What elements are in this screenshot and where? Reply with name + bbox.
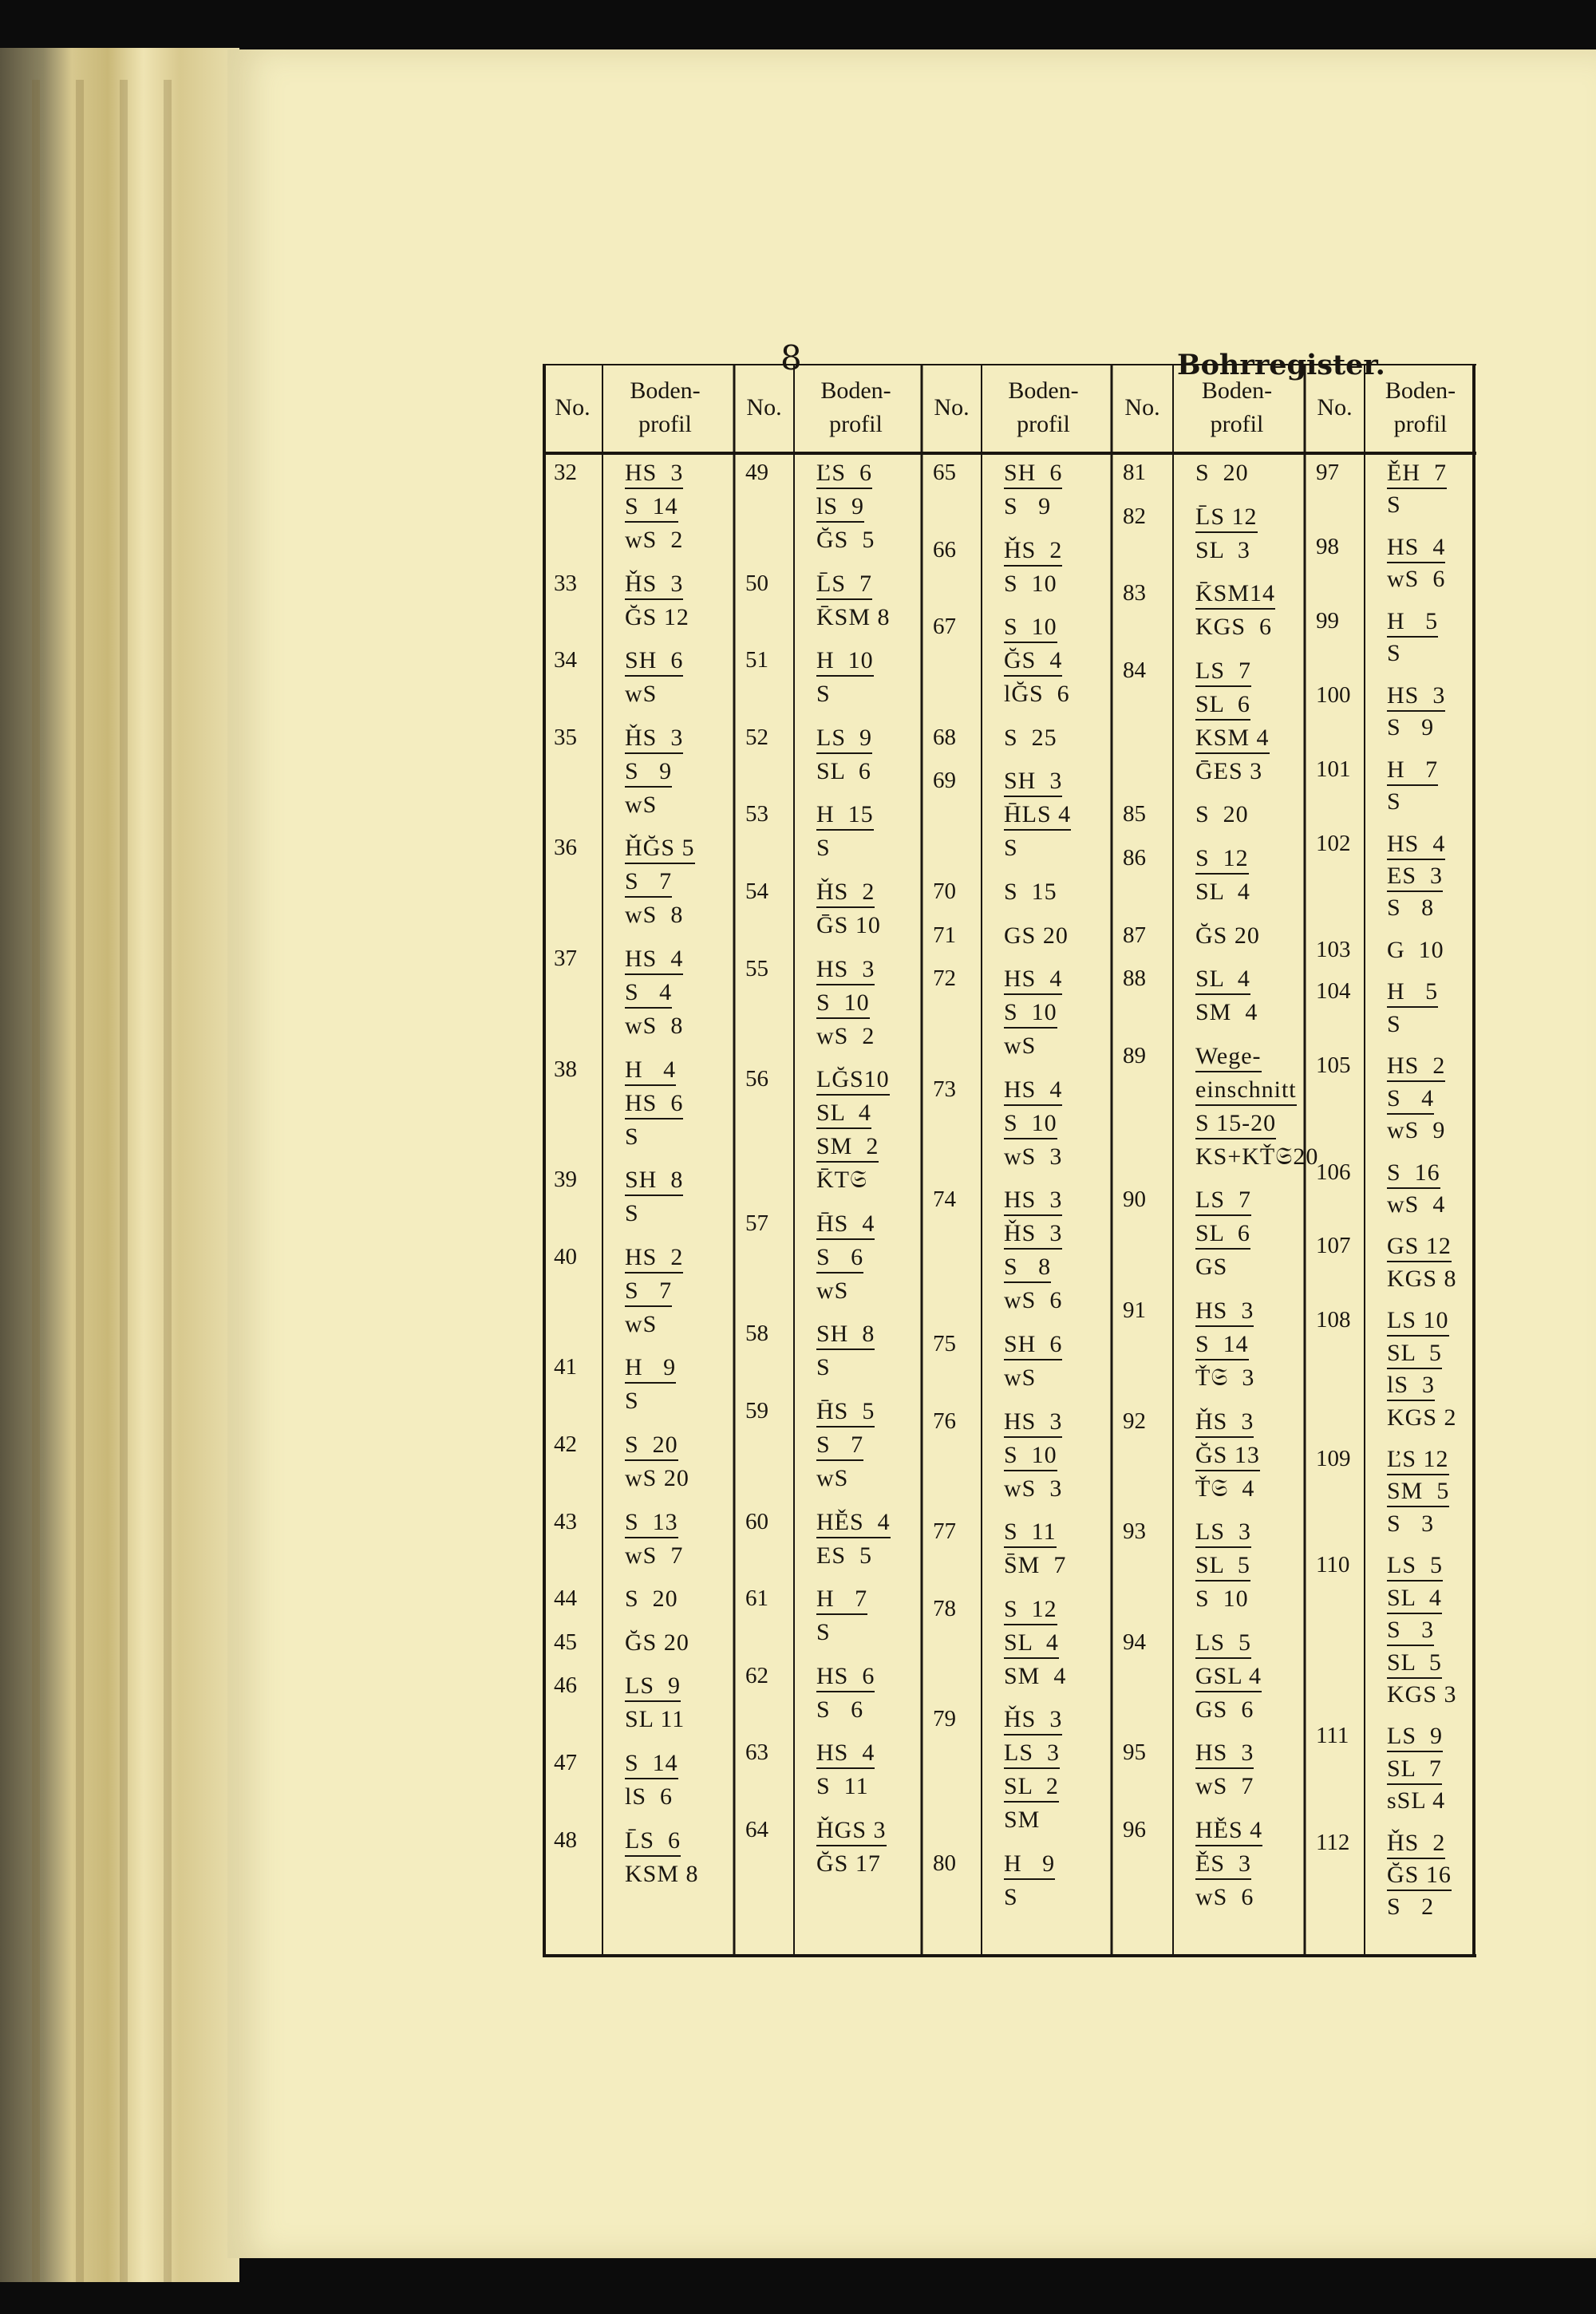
profil-layer: S 11 — [1004, 1518, 1057, 1548]
header-no: No. — [555, 394, 591, 421]
profil-layer: wS — [625, 681, 658, 708]
profil-layer: ȞĞS 5 — [625, 835, 695, 864]
profil-layer: H̄S 4 — [816, 1210, 875, 1240]
profil-layer: S — [1387, 788, 1401, 815]
profil-layer: S 3 — [1387, 1510, 1435, 1537]
header-bodenprofil: Boden- profil — [630, 377, 701, 437]
profil-layer: ĽS 6 — [816, 460, 872, 489]
bohrung-number: 79 — [933, 1706, 956, 1732]
profil-layer: Wege- — [1195, 1043, 1262, 1072]
profil-layer: S 12 — [1004, 1596, 1057, 1625]
profil-layer: wS — [625, 1310, 658, 1337]
profil-layer: ĞS 5 — [816, 527, 875, 553]
profil-layer: H 5 — [1387, 608, 1438, 638]
profil-layer: S 9 — [1387, 714, 1435, 741]
bohrung-number: 37 — [554, 946, 577, 971]
bohrung-number: 93 — [1123, 1518, 1146, 1545]
profil-layer: KGS 2 — [1387, 1404, 1457, 1431]
profil-layer: HĚS 4 — [816, 1509, 891, 1538]
profil-layer: S — [1004, 1884, 1018, 1910]
profil-layer: wS 6 — [1387, 566, 1446, 593]
profil-layer: wS 3 — [1004, 1143, 1063, 1170]
profil-layer: wS 9 — [1387, 1117, 1446, 1144]
bohrung-number: 40 — [554, 1243, 577, 1270]
bohrung-number: 89 — [1123, 1042, 1146, 1068]
profil-layer: wS — [625, 791, 658, 818]
profil-layer: SL 6 — [1195, 691, 1250, 721]
bohrung-number: 103 — [1316, 936, 1351, 962]
profil-layer: S — [816, 835, 831, 862]
profil-layer: S 8 — [1004, 1254, 1051, 1283]
profil-layer: S 16 — [1387, 1159, 1440, 1189]
profil-layer: S — [625, 1200, 639, 1227]
profil-layer: HS 3 — [816, 956, 875, 985]
profil-layer: HS 3 — [625, 460, 683, 489]
profil-layer: GS 12 — [1387, 1233, 1452, 1262]
profil-layer: L̄S 7 — [816, 571, 872, 600]
bohrung-number: 54 — [745, 879, 768, 904]
profil-layer: wS 2 — [625, 527, 684, 553]
profil-layer: ĚS 3 — [1195, 1850, 1251, 1880]
profil-layer: S 12 — [1195, 845, 1249, 875]
bohrung-number: 102 — [1316, 830, 1351, 856]
profil-layer: SM 2 — [816, 1133, 879, 1163]
profil-layer: wS — [1004, 1033, 1037, 1060]
profil-layer: ȞS 3 — [625, 725, 683, 754]
bohrung-number: 95 — [1123, 1739, 1146, 1766]
profil-layer: sSL 4 — [1387, 1787, 1446, 1814]
bohrung-number: 50 — [745, 570, 768, 596]
bohrung-number: 49 — [745, 460, 768, 485]
profil-layer: ȞS 3 — [1004, 1220, 1062, 1250]
profil-layer: S 6 — [816, 1244, 863, 1273]
book-edge — [0, 48, 239, 2282]
profil-layer: wS 3 — [1004, 1475, 1063, 1502]
profil-layer: S 9 — [625, 758, 672, 788]
bohrung-number: 109 — [1316, 1446, 1351, 1472]
profil-layer: S 9 — [1004, 493, 1052, 519]
bohrung-number: 81 — [1123, 460, 1146, 485]
profil-layer: SH 3 — [1004, 768, 1062, 797]
profil-layer: wS 2 — [816, 1022, 875, 1049]
profil-layer: lĞS 6 — [1004, 681, 1070, 708]
profil-layer: S 10 — [1004, 570, 1057, 597]
profil-layer: lS 3 — [1387, 1372, 1435, 1401]
profil-layer: S 6 — [816, 1696, 864, 1723]
bohrung-number: 100 — [1316, 681, 1351, 708]
profil-layer: wS 6 — [1195, 1884, 1254, 1910]
bohrung-number: 86 — [1123, 845, 1146, 871]
profil-layer: H 7 — [816, 1585, 867, 1615]
profil-layer: SH 8 — [625, 1167, 683, 1196]
profil-layer: S — [625, 1388, 639, 1415]
profil-layer: SL 11 — [625, 1706, 685, 1733]
profil-layer: LS 5 — [1387, 1552, 1443, 1581]
profil-layer: S — [816, 1354, 831, 1381]
profil-layer: SM 5 — [1387, 1478, 1449, 1507]
profil-layer: wS 4 — [1387, 1191, 1446, 1218]
profil-layer: H 15 — [816, 801, 874, 831]
profil-layer: SL 6 — [1195, 1220, 1250, 1250]
bohrung-number: 53 — [745, 801, 768, 827]
profil-layer: HS 4 — [1387, 534, 1445, 563]
header-no: No. — [934, 394, 970, 421]
bohrung-number: 57 — [745, 1210, 768, 1236]
profil-layer: Ť𝔖 4 — [1195, 1475, 1255, 1502]
bohrung-number: 64 — [745, 1817, 768, 1842]
profil-layer: HS 4 — [1004, 1076, 1062, 1106]
bohrung-number: 108 — [1316, 1307, 1351, 1333]
profil-layer: S 7 — [625, 868, 672, 898]
profil-layer: ȞS 3 — [1195, 1408, 1254, 1438]
profil-layer: S 14 — [625, 493, 678, 523]
profil-layer: GSL 4 — [1195, 1663, 1262, 1692]
profil-layer: ES 3 — [1387, 863, 1443, 892]
profil-layer: S 10 — [1195, 1585, 1249, 1613]
page-edge — [32, 80, 40, 2282]
profil-layer: SL 7 — [1387, 1755, 1442, 1785]
profil-layer: K̄SM14 — [1195, 580, 1275, 610]
profil-layer: K̄T𝔖 — [816, 1167, 868, 1194]
profil-layer: HS 4 — [1387, 831, 1445, 860]
bohrung-number: 90 — [1123, 1187, 1146, 1213]
profil-layer: SM 4 — [1004, 1662, 1067, 1689]
header-no: No. — [746, 394, 782, 421]
bohrung-number: 42 — [554, 1431, 577, 1457]
profil-layer: HS 3 — [1004, 1408, 1062, 1438]
profil-layer: LS 7 — [1195, 657, 1251, 687]
profil-layer: Ť𝔖 3 — [1195, 1364, 1255, 1391]
profil-layer: ȞS 2 — [1004, 537, 1062, 567]
bohrung-number: 66 — [933, 536, 956, 563]
bohrung-number: 47 — [554, 1750, 577, 1775]
bohrung-number: 52 — [745, 724, 768, 750]
bohrung-number: 94 — [1123, 1629, 1146, 1655]
header-bodenprofil: Boden- profil — [820, 377, 891, 437]
bohrung-number: 71 — [933, 922, 956, 948]
bohrung-number: 112 — [1316, 1829, 1350, 1855]
profil-layer: LS 9 — [1387, 1723, 1443, 1752]
bohrung-number: 48 — [554, 1826, 577, 1853]
profil-layer: GS — [1195, 1254, 1228, 1281]
profil-layer: S — [625, 1123, 639, 1150]
bohrung-number: 44 — [554, 1585, 577, 1612]
profil-layer: ĞS 17 — [816, 1850, 881, 1877]
profil-layer: LS 9 — [816, 725, 872, 754]
profil-layer: HĚS 4 — [1195, 1817, 1262, 1846]
bohrung-number: 97 — [1316, 460, 1339, 485]
profil-layer: S 4 — [625, 979, 672, 1009]
profil-layer: wS — [1004, 1364, 1037, 1391]
bohrung-number: 98 — [1316, 533, 1339, 559]
profil-layer: KGS 8 — [1387, 1265, 1457, 1292]
profil-layer: wS 20 — [625, 1465, 689, 1491]
bohrung-number: 76 — [933, 1408, 956, 1434]
profil-layer: ȞS 3 — [625, 571, 683, 600]
profil-layer: SL 4 — [1195, 879, 1250, 905]
profil-layer: wS 8 — [625, 902, 684, 929]
profil-layer: wS — [816, 1277, 849, 1304]
bohrung-number: 111 — [1316, 1723, 1349, 1749]
profil-layer: KS+KŤ𝔖20 — [1195, 1143, 1319, 1170]
bohrung-number: 41 — [554, 1354, 577, 1380]
profil-layer: ES 5 — [816, 1542, 873, 1569]
profil-layer: SL 2 — [1004, 1773, 1059, 1803]
profil-layer: SL 3 — [1195, 536, 1250, 563]
header-bodenprofil: Boden- profil — [1008, 377, 1079, 437]
profil-layer: ĚH 7 — [1387, 460, 1447, 489]
profil-layer: LS 3 — [1004, 1739, 1060, 1769]
bohrung-number: 87 — [1123, 922, 1146, 948]
profil-layer: SM — [1004, 1807, 1041, 1834]
bohrung-number: 45 — [554, 1629, 577, 1655]
bohrung-number: 73 — [933, 1076, 956, 1102]
bohrung-number: 91 — [1123, 1297, 1146, 1323]
bohrung-number: 85 — [1123, 801, 1146, 827]
bohrung-number: 83 — [1123, 580, 1146, 606]
page-edge — [76, 80, 84, 2282]
profil-layer: S — [1387, 640, 1401, 667]
profil-layer: HS 3 — [1004, 1187, 1062, 1216]
profil-layer: S 10 — [1004, 999, 1057, 1029]
profil-layer: S 20 — [625, 1585, 678, 1613]
bohrung-number: 68 — [933, 724, 956, 750]
profil-layer: ĞS 12 — [625, 603, 689, 630]
profil-layer: KGS 3 — [1387, 1680, 1457, 1708]
page-edge — [164, 80, 172, 2282]
profil-layer: S 15-20 — [1195, 1110, 1276, 1139]
profil-layer: ĞS 16 — [1387, 1862, 1452, 1891]
profil-layer: HS 2 — [1387, 1052, 1445, 1082]
profil-layer: SL 5 — [1387, 1649, 1442, 1679]
profil-layer: S 10 — [1004, 1442, 1057, 1471]
bohrung-number: 65 — [933, 460, 956, 485]
profil-layer: SM 4 — [1195, 999, 1258, 1026]
bohrung-number: 33 — [554, 570, 577, 596]
profil-layer: LS 3 — [1195, 1518, 1251, 1548]
bohrung-number: 36 — [554, 835, 577, 861]
profil-layer: ȞS 2 — [1387, 1830, 1445, 1859]
profil-layer: L̄S 12 — [1195, 503, 1258, 533]
profil-layer: S — [1387, 492, 1401, 519]
profil-layer: H 9 — [1004, 1850, 1055, 1880]
profil-layer: ĞS 20 — [625, 1629, 689, 1656]
profil-layer: KSM 4 — [1195, 725, 1270, 754]
profil-layer: S 15 — [1004, 879, 1057, 905]
profil-layer: S 10 — [1004, 614, 1057, 643]
profil-layer: SL 6 — [816, 757, 871, 784]
profil-layer: S 13 — [625, 1509, 678, 1538]
bohrung-number: 51 — [745, 647, 768, 673]
bohrung-number: 88 — [1123, 965, 1146, 992]
profil-layer: SL 4 — [1195, 965, 1250, 995]
profil-layer: S 20 — [625, 1431, 678, 1461]
table-header — [543, 364, 1476, 452]
running-head: Bohrregister. — [1177, 349, 1385, 381]
bohrung-number: 60 — [745, 1508, 768, 1534]
bohrung-number: 82 — [1123, 503, 1146, 529]
profil-layer: ȞGS 3 — [816, 1817, 887, 1846]
header-bodenprofil: Boden- profil — [1201, 377, 1273, 437]
profil-layer: wS 7 — [1195, 1773, 1254, 1800]
profil-layer: SH 6 — [1004, 460, 1062, 489]
bohrung-number: 35 — [554, 724, 577, 750]
profil-layer: K̄SM 8 — [816, 603, 891, 630]
header-no: No. — [1124, 394, 1160, 421]
profil-layer: S 3 — [1387, 1617, 1434, 1646]
profil-layer: SL 4 — [816, 1100, 871, 1129]
bohrung-number: 55 — [745, 955, 768, 981]
profil-layer: lS 9 — [816, 493, 864, 523]
bohrung-number: 43 — [554, 1508, 577, 1534]
profil-layer: S — [1387, 1010, 1401, 1037]
bohrung-number: 104 — [1316, 978, 1351, 1005]
profil-layer: S 8 — [1387, 894, 1435, 922]
profil-layer: H̄S 5 — [816, 1398, 875, 1427]
profil-layer: GS 6 — [1195, 1696, 1254, 1723]
profil-layer: G 10 — [1387, 936, 1444, 963]
profil-layer: S̄M 7 — [1004, 1552, 1067, 1579]
profil-layer: H 5 — [1387, 978, 1438, 1008]
profil-layer: H 9 — [625, 1354, 676, 1384]
profil-layer: S 20 — [1195, 801, 1249, 828]
profil-layer: HS 3 — [1387, 682, 1445, 712]
page-number: 8 — [780, 338, 802, 377]
bohrregister-table — [543, 364, 1476, 1960]
bohrung-number: 101 — [1316, 756, 1351, 782]
profil-layer: ḠS 10 — [816, 912, 881, 938]
bohrung-number: 84 — [1123, 657, 1146, 683]
profil-layer: HS 6 — [625, 1090, 683, 1119]
bohrung-number: 110 — [1316, 1552, 1350, 1578]
bohrung-number: 105 — [1316, 1052, 1351, 1079]
profil-layer: SH 6 — [625, 647, 683, 677]
bohrung-number: 107 — [1316, 1233, 1351, 1259]
profil-layer: ĽS 12 — [1387, 1446, 1449, 1475]
profil-layer: ĞS 4 — [1004, 647, 1062, 677]
bohrung-number: 77 — [933, 1518, 956, 1545]
profil-layer: S — [816, 681, 831, 708]
bohrung-number: 67 — [933, 614, 956, 640]
profil-layer: SL 4 — [1004, 1629, 1059, 1659]
profil-layer: L̄S 6 — [625, 1827, 681, 1857]
page-edge — [120, 80, 128, 2282]
profil-layer: wS 8 — [625, 1013, 684, 1039]
profil-layer: H̄LS 4 — [1004, 801, 1071, 831]
bohrung-number: 39 — [554, 1167, 577, 1193]
profil-layer: SL 4 — [1387, 1585, 1442, 1614]
profil-layer: wS 6 — [1004, 1287, 1063, 1314]
profil-layer: S 14 — [1195, 1331, 1249, 1360]
profil-layer: GS 20 — [1004, 922, 1069, 949]
profil-layer: LS 9 — [625, 1672, 681, 1702]
bohrung-number: 34 — [554, 647, 577, 673]
bohrung-number: 62 — [745, 1662, 768, 1688]
profil-layer: HS 6 — [816, 1663, 875, 1692]
profil-layer: S 7 — [816, 1431, 863, 1461]
profil-layer: LS 5 — [1195, 1629, 1251, 1659]
profil-layer: ȞS 2 — [816, 879, 875, 908]
header-bodenprofil: Boden- profil — [1385, 377, 1456, 437]
profil-layer: H 10 — [816, 647, 874, 677]
profil-layer: S 11 — [816, 1773, 869, 1800]
profil-layer: HS 4 — [1004, 965, 1062, 995]
profil-layer: LĞS10 — [816, 1066, 890, 1096]
profil-layer: S 10 — [1004, 1110, 1057, 1139]
profil-layer: ĞS 20 — [1195, 922, 1260, 949]
profil-layer: KGS 6 — [1195, 614, 1273, 641]
bohrung-number: 32 — [554, 460, 577, 485]
profil-layer: S 2 — [1387, 1893, 1435, 1921]
bohrung-number: 69 — [933, 768, 956, 794]
profil-layer: SL 5 — [1387, 1340, 1442, 1369]
bohrung-number: 78 — [933, 1595, 956, 1621]
bohrung-number: 56 — [745, 1066, 768, 1092]
bohrung-number: 99 — [1316, 607, 1339, 634]
bohrung-number: 96 — [1123, 1817, 1146, 1842]
bohrung-number: 63 — [745, 1739, 768, 1766]
profil-layer: H 4 — [625, 1056, 676, 1086]
bohrung-number: 59 — [745, 1398, 768, 1424]
bohrung-number: 61 — [745, 1585, 768, 1612]
bohrung-number: 92 — [1123, 1408, 1146, 1434]
header-no: No. — [1317, 394, 1353, 421]
profil-layer: S — [816, 1619, 831, 1646]
profil-layer: SH 6 — [1004, 1331, 1062, 1360]
profil-layer: LS 7 — [1195, 1187, 1251, 1216]
profil-layer: S 20 — [1195, 460, 1249, 486]
profil-layer: KSM 8 — [625, 1860, 699, 1887]
profil-layer: wS 7 — [625, 1542, 684, 1569]
profil-layer: S 10 — [816, 989, 870, 1019]
profil-layer: S 7 — [625, 1277, 672, 1307]
profil-layer: ḠES 3 — [1195, 757, 1263, 784]
profil-layer: HS 4 — [816, 1739, 875, 1769]
bohrung-number: 72 — [933, 965, 956, 992]
profil-layer: ĞS 13 — [1195, 1442, 1260, 1471]
profil-layer: SL 5 — [1195, 1552, 1250, 1581]
profil-layer: einschnitt — [1195, 1076, 1297, 1106]
profil-layer: H 7 — [1387, 756, 1438, 786]
profil-layer: wS — [816, 1465, 849, 1491]
profil-layer: S 14 — [625, 1750, 678, 1779]
profil-layer: S 25 — [1004, 724, 1057, 751]
profil-layer: S 4 — [1387, 1085, 1434, 1115]
profil-layer: LS 10 — [1387, 1307, 1449, 1337]
bohrung-number: 75 — [933, 1331, 956, 1356]
bohrung-number: 74 — [933, 1187, 956, 1213]
profil-layer: HS 4 — [625, 946, 683, 975]
profil-layer: lS 6 — [625, 1783, 674, 1810]
bohrung-number: 38 — [554, 1056, 577, 1082]
profil-layer: HS 3 — [1195, 1739, 1254, 1769]
profil-layer: ȞS 3 — [1004, 1706, 1062, 1736]
bohrung-number: 58 — [745, 1321, 768, 1347]
bohrung-number: 46 — [554, 1672, 577, 1699]
bohrung-number: 70 — [933, 879, 956, 904]
bohrung-number: 106 — [1316, 1159, 1351, 1185]
profil-layer: HS 2 — [625, 1244, 683, 1273]
profil-layer: SH 8 — [816, 1321, 875, 1350]
profil-layer: HS 3 — [1195, 1297, 1254, 1327]
bohrung-number: 80 — [933, 1850, 956, 1876]
profil-layer: S — [1004, 835, 1018, 862]
